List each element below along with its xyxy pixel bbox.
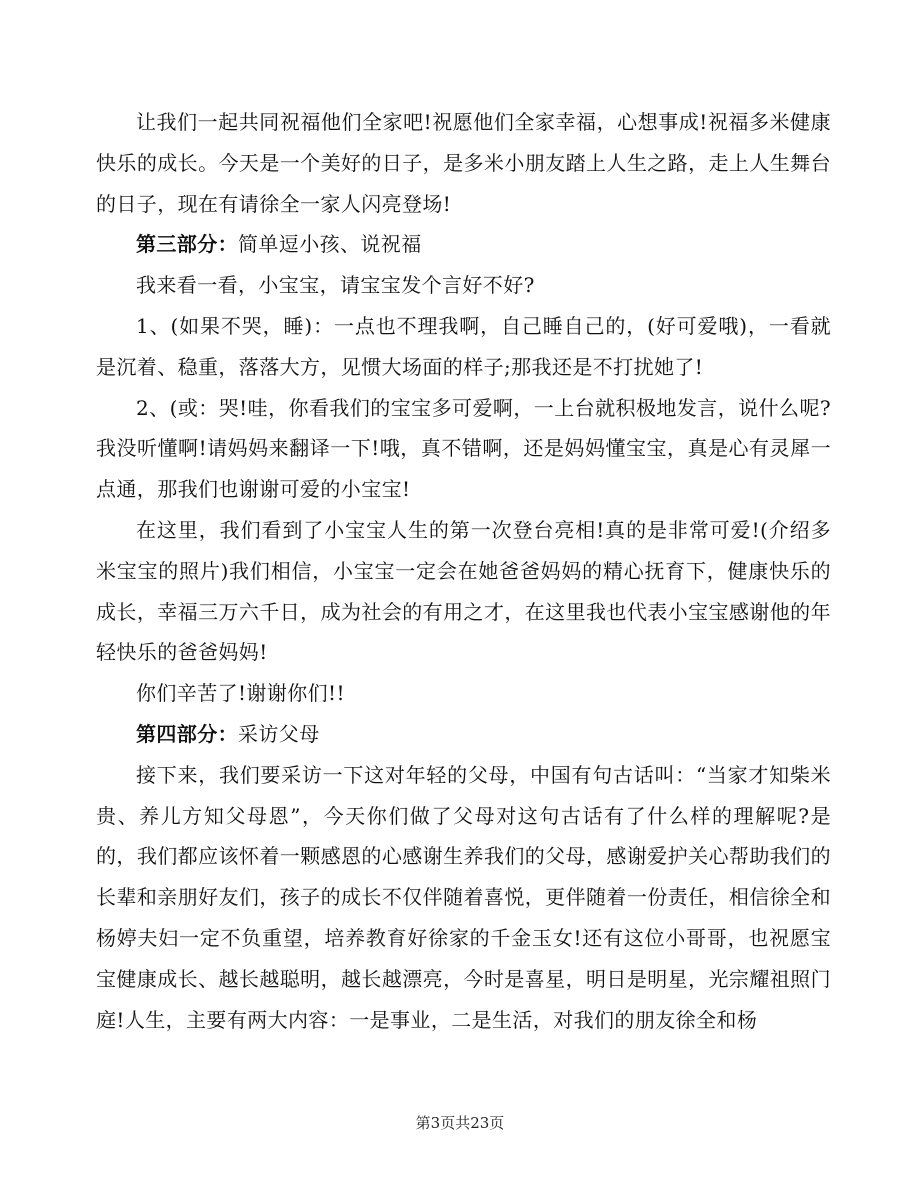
section-label: 第三部分： [136,232,238,257]
section-title: 简单逗小孩、说祝福 [238,232,422,257]
paragraph-interview-parents: 接下来，我们要采访一下这对年轻的父母，中国有句古话叫：“当家才知柴米贵、养儿方知父母恩”，今天你们做了父母对这句古话有了什么样的理解呢?是的，我们都应该怀着一颗感恩的心感谢生养我们的父母，感谢爱护关心帮助我们的长辈和亲朋好友们，孩子的成长不仅伴随着喜悦，更伴随着一份责任，相信徐全和杨婷夫妇一定不负重望，培养教育好徐家的千金玉女!还有这位小哥哥，也祝愿宝宝健康成长、越长越聪明，越长越漂亮，今时是喜星，明日是明星，光宗耀祖照门庭!人生，主要有两大内容：一是事业，二是生活，对我们的朋友徐全和杨 [96,762,831,1032]
section-label: 第四部分： [136,721,238,746]
section-title: 采访父母 [238,721,320,746]
page-number-footer: 第3页共23页 [415,1114,505,1132]
paragraph-ask-baby: 我来看一看，小宝宝，请宝宝发个言好不好? [136,273,535,298]
document-body [96,102,831,1040]
paragraph-case-1: 1、(如果不哭，睡)：一点也不理我啊，自己睡自己的，(好可爱哦)，一看就是沉着、稳重，落落大方，见惯大场面的样子;那我还是不打扰她了! [96,313,831,379]
paragraph-blessing: 让我们一起共同祝福他们全家吧!祝愿他们全家幸福，心想事成!祝福多米健康快乐的成长。今天是一个美好的日子，是多米小朋友踏上人生之路，走上人生舞台的日子，现在有请徐全一家人闪亮登场! [96,110,831,216]
section-heading-part-3 [96,224,831,265]
paragraph-case-2: 2、(或：哭!哇，你看我们的宝宝多可爱啊，一上台就积极地发言，说什么呢?我没听懂啊!请妈妈来翻译一下!哦，真不错啊，还是妈妈懂宝宝，真是心有灵犀一点通，那我们也谢谢可爱的小宝宝! [96,395,831,502]
paragraph-thanks: 你们辛苦了!谢谢你们!! [136,681,345,706]
paragraph-first-appearance: 在这里，我们看到了小宝宝人生的第一次登台亮相!真的是非常可爱!(介绍多米宝宝的照片)我们相信，小宝宝一定会在她爸爸妈妈的精心抚育下，健康快乐的成长，幸福三万六千日，成为社会的有用之才，在这里我也代表小宝宝感谢他的年轻快乐的爸爸妈妈! [96,517,831,665]
section-heading-part-4 [96,714,831,755]
